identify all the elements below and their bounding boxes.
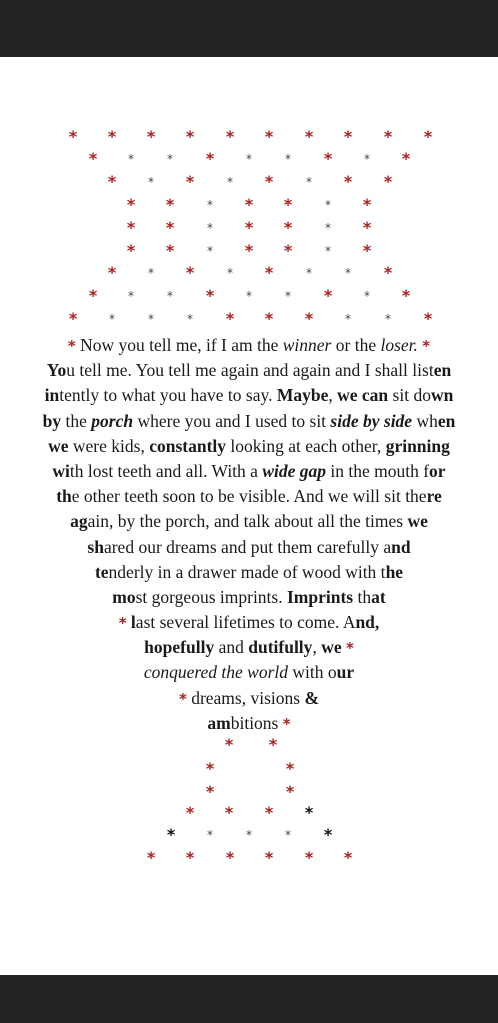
asterisk-ornament: * [185, 848, 195, 867]
asterisk-ornament: * [345, 266, 351, 280]
asterisk-ornament: * [246, 289, 252, 303]
asterisk-ornament: * [128, 152, 134, 166]
poem-line [0, 484, 498, 509]
asterisk-ornament: * [128, 289, 134, 303]
asterisk-ornament: * [285, 152, 291, 166]
asterisk-ornament: * [383, 263, 393, 282]
poem-line [0, 434, 498, 459]
asterisk-ornament: * [285, 759, 295, 778]
asterisk-ornament: * [109, 312, 115, 326]
poem-segment: with o [288, 662, 337, 683]
star-row [0, 825, 498, 845]
poem-segment: wide gap [262, 460, 326, 481]
asterisk-ornament: * [88, 286, 98, 305]
poem-segment: we [321, 637, 342, 658]
asterisk-ornament: * [205, 782, 215, 801]
asterisk-ornament: * [385, 312, 391, 326]
poem-segment: u tell me. You tell me again and again and I shall list [66, 360, 434, 381]
poem-line [0, 383, 498, 408]
asterisk-ornament: * [304, 848, 314, 867]
asterisk-ornament: * [167, 152, 173, 166]
asterisk-ornament: * [422, 337, 431, 355]
asterisk-ornament: * [107, 172, 117, 191]
asterisk-ornament: * [343, 848, 353, 867]
poem-segment: winner [282, 335, 332, 355]
asterisk-ornament: * [126, 195, 136, 214]
asterisk-ornament: * [244, 195, 254, 214]
asterisk-ornament: * [207, 198, 213, 212]
star-row [0, 309, 498, 329]
asterisk-ornament: * [304, 803, 314, 822]
poem-segment: am [207, 712, 231, 733]
poem-segment: ast several lifetimes to come. A [135, 612, 356, 633]
poem-segment: Imprints [286, 586, 354, 607]
poem-segment: , [328, 385, 338, 406]
star-row [0, 195, 498, 215]
poem-segment: & [304, 687, 320, 708]
poem-segment: Yo [46, 360, 67, 381]
star-row [0, 782, 498, 802]
star-row [0, 848, 498, 868]
poem-segment: or [429, 460, 446, 481]
asterisk-ornament: * [126, 241, 136, 260]
asterisk-ornament: * [264, 127, 274, 146]
asterisk-ornament: * [323, 286, 333, 305]
poem-segment: dreams, visions [186, 687, 305, 708]
poem-segment: re [426, 486, 442, 507]
asterisk-ornament: * [325, 221, 331, 235]
asterisk-ornament: * [88, 149, 98, 168]
poem-text [0, 333, 498, 736]
star-row [0, 286, 498, 306]
asterisk-ornament: * [227, 266, 233, 280]
asterisk-ornament: * [107, 127, 117, 146]
asterisk-ornament: * [423, 127, 433, 146]
poem-segment: or the [331, 335, 381, 355]
poem-segment: ared our dreams and put them carefully a [103, 536, 392, 557]
asterisk-ornament: * [362, 241, 372, 260]
asterisk-ornament: * [126, 218, 136, 237]
poem-segment: he [385, 561, 404, 582]
asterisk-ornament: * [325, 244, 331, 258]
poem-segment: conquered the world [143, 662, 289, 683]
asterisk-ornament: * [68, 127, 78, 146]
poem-segment: in the mouth f [326, 460, 430, 481]
bottom-bar [0, 975, 498, 1023]
asterisk-ornament: * [185, 127, 195, 146]
asterisk-ornament: * [264, 803, 274, 822]
asterisk-ornament: * [306, 175, 312, 189]
asterisk-ornament: * [423, 309, 433, 328]
poem-segment: ain, by the porch, and talk about all the times [87, 511, 408, 532]
poem-segment: where you and I used to sit [133, 410, 331, 431]
asterisk-ornament: * [343, 127, 353, 146]
poem-line [0, 686, 498, 711]
asterisk-ornament: * [343, 172, 353, 191]
poem-segment: wi [52, 460, 70, 481]
asterisk-ornament: * [225, 127, 235, 146]
asterisk-ornament: * [165, 195, 175, 214]
star-row [0, 172, 498, 192]
asterisk-ornament: * [146, 848, 156, 867]
asterisk-ornament: * [118, 614, 127, 633]
star-row [0, 263, 498, 283]
poem-segment: e other teeth soon to be visible. And we will sit the [71, 486, 427, 507]
asterisk-ornament: * [268, 735, 278, 754]
top-bar [0, 0, 498, 57]
poem-segment: porch [91, 410, 134, 431]
poem-line [0, 333, 498, 358]
asterisk-ornament: * [148, 175, 154, 189]
asterisk-ornament: * [264, 263, 274, 282]
poem-segment: te [94, 561, 109, 582]
poem-segment: ur [336, 662, 355, 683]
poem-segment: th [56, 486, 72, 507]
asterisk-ornament: * [187, 312, 193, 326]
poem-segment: the [61, 410, 92, 431]
poem-segment: looking at each other, [226, 435, 386, 456]
asterisk-ornament: * [225, 848, 235, 867]
asterisk-ornament: * [227, 175, 233, 189]
poem-segment: , [312, 637, 322, 658]
poem-segment: grinning [385, 435, 450, 456]
asterisk-ornament: * [304, 127, 314, 146]
poem-segment: nd [391, 536, 411, 557]
asterisk-ornament: * [178, 689, 187, 708]
star-row [0, 735, 498, 755]
asterisk-ornament: * [246, 828, 252, 842]
asterisk-ornament: * [207, 828, 213, 842]
asterisk-ornament: * [224, 735, 234, 754]
poem-segment: nd, [355, 612, 380, 633]
asterisk-ornament: * [264, 309, 274, 328]
asterisk-ornament: * [165, 241, 175, 260]
poem-line [0, 660, 498, 685]
asterisk-ornament: * [282, 714, 291, 733]
asterisk-ornament: * [401, 149, 411, 168]
asterisk-ornament: * [185, 263, 195, 282]
poem-segment: and [214, 637, 249, 658]
asterisk-ornament: * [244, 218, 254, 237]
asterisk-ornament: * [205, 286, 215, 305]
poem-line [0, 635, 498, 660]
poem-segment: tently to what you have to say. [59, 385, 277, 406]
poem-segment: constantly [149, 435, 227, 456]
asterisk-ornament: * [185, 172, 195, 191]
poem-segment: side by side [330, 410, 413, 431]
asterisk-ornament: * [107, 263, 117, 282]
poem-segment: nderly in a drawer made of wood with t [108, 561, 386, 582]
star-row [0, 127, 498, 147]
asterisk-ornament: * [362, 195, 372, 214]
asterisk-ornament: * [285, 289, 291, 303]
asterisk-ornament: * [283, 195, 293, 214]
poem-segment: l [130, 612, 136, 633]
star-row [0, 759, 498, 779]
asterisk-ornament: * [207, 221, 213, 235]
poem-segment: mo [112, 586, 136, 607]
asterisk-ornament: * [283, 241, 293, 260]
poem-line [0, 509, 498, 534]
asterisk-ornament: * [205, 759, 215, 778]
star-row [0, 803, 498, 823]
asterisk-ornament: * [225, 309, 235, 328]
asterisk-ornament: * [185, 803, 195, 822]
asterisk-ornament: * [67, 337, 76, 355]
poem-segment: wn [430, 385, 454, 406]
poem-segment: at [371, 586, 386, 607]
asterisk-ornament: * [304, 309, 314, 328]
poem-segment: we [48, 435, 69, 456]
poem-segment: ag [70, 511, 88, 532]
poem-segment: hopefully [144, 637, 215, 658]
poem-segment: Now you tell me, if I am the [75, 335, 283, 355]
asterisk-ornament: * [224, 803, 234, 822]
asterisk-ornament: * [167, 289, 173, 303]
asterisk-ornament: * [345, 639, 354, 658]
asterisk-ornament: * [362, 218, 372, 237]
asterisk-ornament: * [285, 828, 291, 842]
poem-segment: en [437, 410, 456, 431]
asterisk-ornament: * [283, 218, 293, 237]
asterisk-ornament: * [364, 152, 370, 166]
poem-segment: en [433, 360, 452, 381]
poem-segment: we can [337, 385, 389, 406]
asterisk-ornament: * [285, 782, 295, 801]
asterisk-ornament: * [244, 241, 254, 260]
star-row [0, 241, 498, 261]
asterisk-ornament: * [246, 152, 252, 166]
asterisk-ornament: * [205, 149, 215, 168]
asterisk-ornament: * [264, 848, 274, 867]
poem-line [0, 585, 498, 610]
poem-segment: sh [87, 536, 104, 557]
asterisk-ornament: * [148, 266, 154, 280]
asterisk-ornament: * [401, 286, 411, 305]
star-row [0, 218, 498, 238]
poem-segment: were kids, [68, 435, 150, 456]
poem-segment: dutifully [248, 637, 313, 658]
poem-segment: we [407, 511, 428, 532]
asterisk-ornament: * [166, 825, 176, 844]
poem-segment: th [353, 586, 372, 607]
asterisk-ornament: * [264, 172, 274, 191]
poem-segment: th lost teeth and all. With a [69, 460, 263, 481]
poem-segment: Maybe [276, 385, 329, 406]
asterisk-ornament: * [306, 266, 312, 280]
asterisk-ornament: * [323, 825, 333, 844]
poem-line [0, 610, 498, 635]
poem-segment: wh [412, 410, 438, 431]
asterisk-ornament: * [68, 309, 78, 328]
poem-segment: by [42, 410, 62, 431]
poem-line [0, 409, 498, 434]
poem-segment: bitions [230, 712, 283, 733]
asterisk-ornament: * [364, 289, 370, 303]
poem-line [0, 459, 498, 484]
poem-line [0, 560, 498, 585]
poem-segment: loser. [380, 335, 418, 355]
asterisk-ornament: * [383, 172, 393, 191]
asterisk-ornament: * [148, 312, 154, 326]
asterisk-ornament: * [325, 198, 331, 212]
poem-line [0, 358, 498, 383]
asterisk-ornament: * [165, 218, 175, 237]
poem-line [0, 535, 498, 560]
asterisk-ornament: * [345, 312, 351, 326]
asterisk-ornament: * [383, 127, 393, 146]
poem-segment: st gorgeous imprints. [135, 586, 287, 607]
asterisk-ornament: * [207, 244, 213, 258]
poem-line [0, 711, 498, 736]
asterisk-ornament: * [323, 149, 333, 168]
asterisk-ornament: * [146, 127, 156, 146]
star-row [0, 149, 498, 169]
poem-segment: in [44, 385, 60, 406]
poem-segment: sit do [388, 385, 431, 406]
